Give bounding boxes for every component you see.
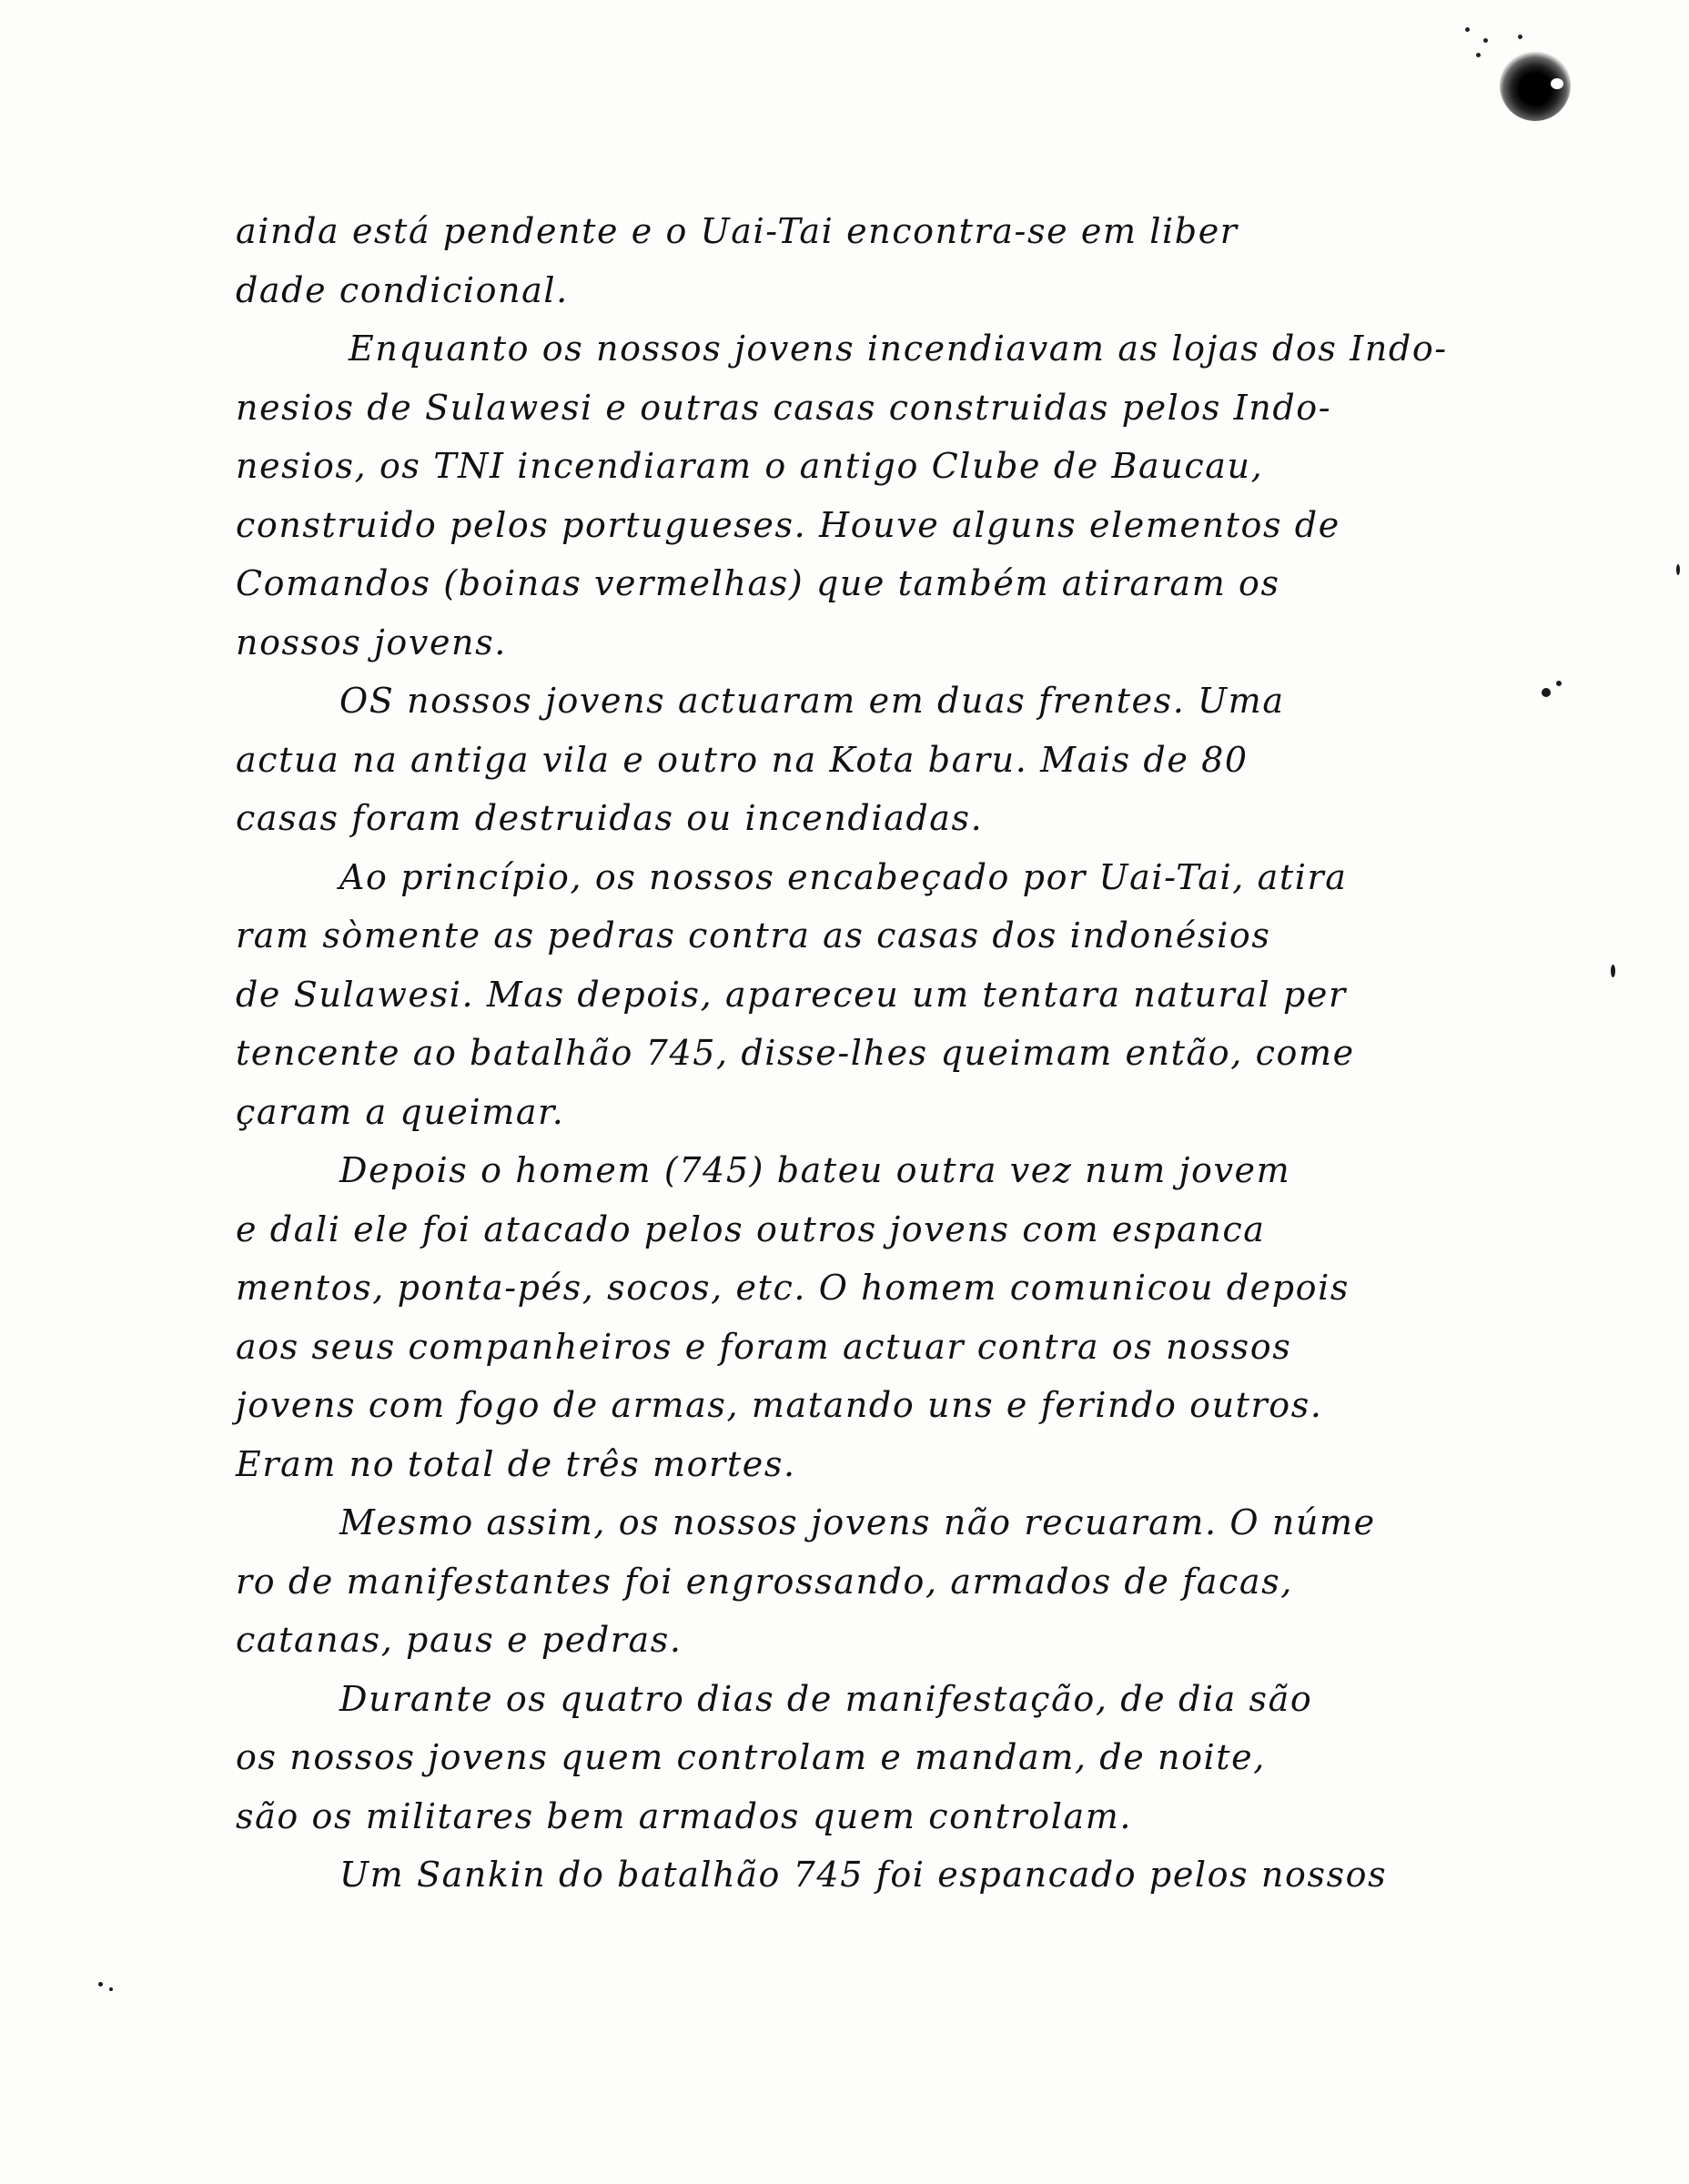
- ink-speck: [98, 1982, 103, 1987]
- text-line: Ao princípio, os nossos encabeçado por Uai-Tai, atira: [339, 856, 1348, 897]
- text-line: Comandos (boinas vermelhas) que também atiraram os: [236, 563, 1280, 603]
- text-line: Enquanto os nossos jovens incendiavam as lojas dos Indo-: [349, 329, 1448, 369]
- text-line: ram sòmente as pedras contra as casas dos indonésios: [236, 915, 1271, 956]
- text-line: Durante os quatro dias de manifestação, de dia são: [339, 1678, 1313, 1719]
- ink-speck: [1611, 965, 1615, 977]
- ink-speck: [1676, 564, 1680, 575]
- text-line: aos seus companheiros e foram actuar contra os nossos: [236, 1326, 1292, 1367]
- text-line: de Sulawesi. Mas depois, apareceu um tentara natural per: [236, 974, 1347, 1015]
- ink-speck: [1476, 53, 1481, 57]
- text-line: nossos jovens.: [236, 622, 507, 662]
- ink-speck: [1465, 27, 1470, 32]
- text-line: Mesmo assim, os nossos jovens não recuaram. O núme: [339, 1502, 1376, 1542]
- text-line: tencente ao batalhão 745, disse-lhes queimam então, come: [236, 1033, 1355, 1073]
- text-line: OS nossos jovens actuaram em duas frentes. Uma: [339, 681, 1285, 721]
- text-line: ro de manifestantes foi engrossando, armados de facas,: [236, 1561, 1293, 1602]
- text-line: nesios, os TNI incendiaram o antigo Clube de Baucau,: [236, 446, 1264, 486]
- text-line: Eram no total de três mortes.: [236, 1443, 796, 1484]
- text-line: jovens com fogo de armas, matando uns e ferindo outros.: [236, 1385, 1323, 1425]
- text-line: catanas, paus e pedras.: [236, 1620, 683, 1660]
- ink-blot-highlight: [1551, 78, 1563, 89]
- text-line: e dali ele foi atacado pelos outros jovens com espanca: [236, 1208, 1266, 1249]
- text-line: construido pelos portugueses. Houve alguns elementos de: [236, 504, 1340, 545]
- text-line: actua na antiga vila e outro na Kota baru. Mais de 80: [236, 739, 1249, 780]
- ink-speck: [1518, 35, 1522, 39]
- text-line: mentos, ponta-pés, socos, etc. O homem comunicou depois: [236, 1268, 1350, 1308]
- text-line: çaram a queimar.: [236, 1091, 565, 1132]
- text-line: casas foram destruidas ou incendiadas.: [236, 798, 984, 838]
- text-line: Depois o homem (745) bateu outra vez num jovem: [339, 1150, 1291, 1190]
- ink-speck: [109, 1987, 113, 1991]
- ink-speck: [1483, 38, 1488, 43]
- text-line: Um Sankin do batalhão 745 foi espancado pelos nossos: [339, 1855, 1388, 1895]
- text-line: nesios de Sulawesi e outras casas construidas pelos Indo-: [236, 387, 1332, 428]
- text-line: são os militares bem armados quem controlam.: [236, 1795, 1133, 1836]
- text-line: os nossos jovens quem controlam e mandam, de noite,: [236, 1737, 1266, 1777]
- text-line: dade condicional.: [236, 269, 569, 310]
- text-line: ainda está pendente e o Uai-Tai encontra-se em liber: [236, 211, 1239, 251]
- handwritten-text-block: [232, 202, 1588, 1905]
